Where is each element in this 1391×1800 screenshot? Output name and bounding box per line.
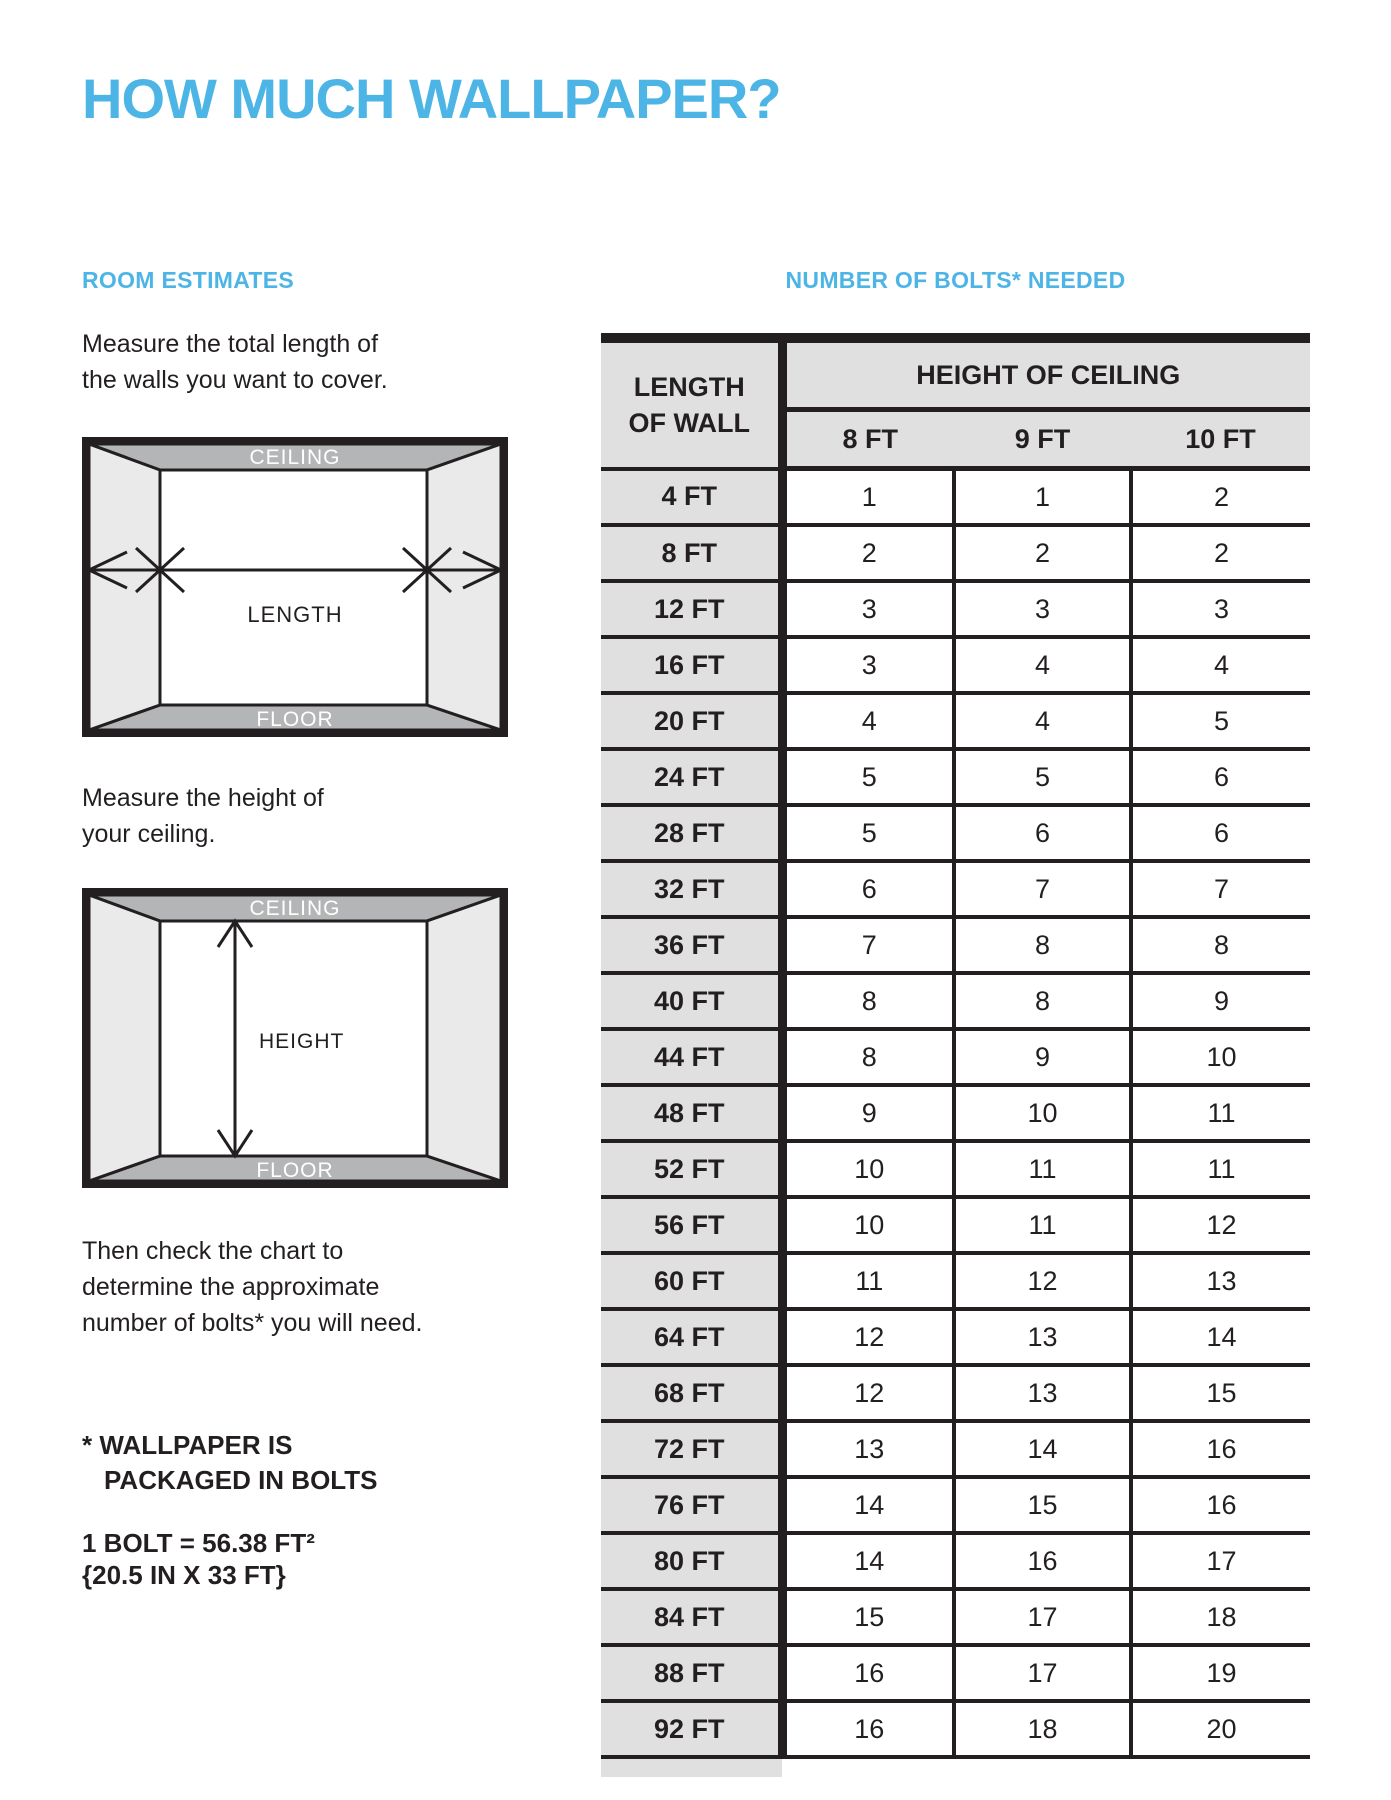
wallpaper-footnote [82,1428,377,1498]
table-row [601,525,1310,581]
footnote-line: PACKAGED IN BOLTS [104,1465,378,1495]
bolt-count-cell: 1 [954,469,1131,526]
wall-length-cell: 76 FT [601,1477,782,1533]
wall-length-cell: 80 FT [601,1533,782,1589]
bolt-count-cell: 2 [782,525,954,581]
room-height-diagram [82,888,508,1188]
wall-length-cell: 28 FT [601,805,782,861]
floor-label: FLOOR [256,1159,334,1182]
table-row [601,1253,1310,1309]
bolt-count-cell: 2 [1131,525,1310,581]
table-row [601,1533,1310,1589]
table-row [601,1085,1310,1141]
room-length-diagram-svg [82,437,508,737]
left-wall-face [89,895,160,1181]
table-row [601,1701,1310,1757]
height-of-ceiling-header: HEIGHT OF CEILING [782,338,1310,410]
bolt-count-cell: 20 [1131,1701,1310,1757]
bolt-count-cell: 5 [1131,693,1310,749]
bolt-count-cell: 11 [782,1253,954,1309]
bolt-spec-line: 1 BOLT = 56.38 FT² [82,1528,315,1558]
bolt-count-cell: 16 [782,1645,954,1701]
table-row [601,637,1310,693]
wall-length-cell: 92 FT [601,1701,782,1757]
body-text-line: Measure the total length of [82,330,379,358]
bolt-count-cell: 3 [782,637,954,693]
bolt-count-cell: 3 [782,581,954,637]
bolt-count-cell: 7 [1131,861,1310,917]
bolt-count-cell: 4 [1131,637,1310,693]
bolt-count-cell: 5 [782,805,954,861]
bolt-count-cell: 10 [782,1141,954,1197]
table-row [601,1141,1310,1197]
bolt-count-cell: 14 [782,1533,954,1589]
measure-height-paragraph [82,780,324,852]
bolt-count-cell: 5 [782,749,954,805]
bolt-spec [82,1527,315,1591]
bolt-count-cell: 8 [954,973,1131,1029]
bolt-count-cell: 10 [782,1197,954,1253]
body-text-line: your ceiling. [82,820,216,848]
bolt-count-cell: 4 [954,637,1131,693]
wall-length-cell: 52 FT [601,1141,782,1197]
wall-length-cell: 16 FT [601,637,782,693]
table-row [601,1645,1310,1701]
room-height-diagram-svg [82,888,508,1188]
bolt-count-cell: 16 [1131,1421,1310,1477]
ceiling-label: CEILING [249,897,341,920]
bolt-count-cell: 6 [1131,749,1310,805]
bolt-count-cell: 2 [1131,469,1310,526]
bolt-count-cell: 9 [954,1029,1131,1085]
wall-length-cell: 40 FT [601,973,782,1029]
table-row [601,1365,1310,1421]
bolts-needed-heading: NUMBER OF BOLTS* NEEDED [785,267,1126,293]
wall-length-cell: 60 FT [601,1253,782,1309]
bolt-count-cell: 10 [1131,1029,1310,1085]
length-of-wall-line2: OF WALL [628,407,750,438]
check-chart-paragraph [82,1233,422,1341]
length-of-wall-line1: LENGTH [633,371,745,402]
bolt-count-cell: 18 [954,1701,1131,1757]
bolt-count-cell: 15 [1131,1365,1310,1421]
table-row [601,1421,1310,1477]
bolt-count-cell: 16 [1131,1477,1310,1533]
height-label: HEIGHT [259,1030,345,1053]
bolt-count-cell: 8 [954,917,1131,973]
bolt-count-cell: 11 [1131,1141,1310,1197]
length-of-wall-header [601,338,782,469]
bolt-count-cell: 1 [782,469,954,526]
wall-length-cell: 44 FT [601,1029,782,1085]
bolt-count-cell: 14 [1131,1309,1310,1365]
bolt-count-cell: 6 [1131,805,1310,861]
cutoff-row-remnant [601,1759,782,1777]
wall-length-cell: 88 FT [601,1645,782,1701]
bolt-count-cell: 11 [1131,1085,1310,1141]
table-row [601,973,1310,1029]
bolt-count-cell: 19 [1131,1645,1310,1701]
bolt-count-cell: 4 [954,693,1131,749]
bolt-count-cell: 16 [954,1533,1131,1589]
column-header-10ft: 10 FT [1131,410,1310,469]
body-text-line: number of bolts* you will need. [82,1309,423,1337]
wall-length-cell: 36 FT [601,917,782,973]
bolt-count-cell: 15 [954,1477,1131,1533]
right-wall-face [427,895,501,1181]
table-row [601,861,1310,917]
bolt-count-cell: 17 [954,1589,1131,1645]
bolts-table-body [601,469,1310,1758]
table-row [601,693,1310,749]
floor-label: FLOOR [256,708,334,731]
bolt-count-cell: 7 [954,861,1131,917]
bolt-count-cell: 12 [954,1253,1131,1309]
bolt-spec-line: {20.5 IN X 33 FT} [82,1560,286,1590]
table-row [601,1477,1310,1533]
bolt-count-cell: 10 [954,1085,1131,1141]
bolt-count-cell: 5 [954,749,1131,805]
table-row [601,1197,1310,1253]
table-row [601,581,1310,637]
bolt-count-cell: 14 [782,1477,954,1533]
table-row [601,1029,1310,1085]
table-row [601,469,1310,526]
wall-length-cell: 48 FT [601,1085,782,1141]
wall-length-cell: 68 FT [601,1365,782,1421]
table-row [601,1589,1310,1645]
wall-length-cell: 72 FT [601,1421,782,1477]
bolt-count-cell: 8 [782,973,954,1029]
bolt-count-cell: 6 [782,861,954,917]
bolt-count-cell: 13 [954,1365,1131,1421]
wall-length-cell: 24 FT [601,749,782,805]
bolt-count-cell: 15 [782,1589,954,1645]
bolt-count-cell: 8 [782,1029,954,1085]
body-text-line: Then check the chart to [82,1237,344,1265]
bolt-count-cell: 2 [954,525,1131,581]
wall-length-cell: 4 FT [601,469,782,526]
bolt-count-cell: 3 [1131,581,1310,637]
wall-length-cell: 84 FT [601,1589,782,1645]
length-label: LENGTH [247,602,343,627]
table-row [601,805,1310,861]
bolt-count-cell: 12 [782,1365,954,1421]
bolt-count-cell: 6 [954,805,1131,861]
bolts-table-head [601,338,1310,469]
page-title: HOW MUCH WALLPAPER? [82,67,781,130]
bolt-count-cell: 17 [954,1645,1131,1701]
footnote-line: * WALLPAPER IS [82,1430,293,1460]
bolt-count-cell: 12 [1131,1197,1310,1253]
table-row [601,917,1310,973]
wall-length-cell: 64 FT [601,1309,782,1365]
wall-length-cell: 32 FT [601,861,782,917]
bolt-count-cell: 13 [1131,1253,1310,1309]
bolt-count-cell: 13 [782,1421,954,1477]
bolt-count-cell: 14 [954,1421,1131,1477]
bolt-count-cell: 17 [1131,1533,1310,1589]
bolt-count-cell: 9 [1131,973,1310,1029]
bolt-count-cell: 8 [1131,917,1310,973]
column-header-8ft: 8 FT [782,410,954,469]
ceiling-label: CEILING [249,446,341,469]
measure-length-paragraph [82,326,388,398]
body-text-line: Measure the height of [82,784,324,812]
bolt-count-cell: 11 [954,1197,1131,1253]
table-row [601,749,1310,805]
wall-length-cell: 20 FT [601,693,782,749]
body-text-line: the walls you want to cover. [82,366,388,394]
bolt-count-cell: 9 [782,1085,954,1141]
room-estimates-heading: ROOM ESTIMATES [82,267,295,293]
bolt-count-cell: 16 [782,1701,954,1757]
bolts-table-container [601,333,1310,1777]
column-header-9ft: 9 FT [954,410,1131,469]
bolt-count-cell: 11 [954,1141,1131,1197]
room-length-diagram [82,437,508,737]
table-header-row [601,338,1310,410]
wall-length-cell: 56 FT [601,1197,782,1253]
bolt-count-cell: 4 [782,693,954,749]
table-row [601,1309,1310,1365]
wall-length-cell: 8 FT [601,525,782,581]
bolts-table [601,333,1310,1759]
bolt-count-cell: 13 [954,1309,1131,1365]
bolt-count-cell: 3 [954,581,1131,637]
bolt-count-cell: 7 [782,917,954,973]
body-text-line: determine the approximate [82,1273,380,1301]
bolt-count-cell: 12 [782,1309,954,1365]
wall-length-cell: 12 FT [601,581,782,637]
bolt-count-cell: 18 [1131,1589,1310,1645]
